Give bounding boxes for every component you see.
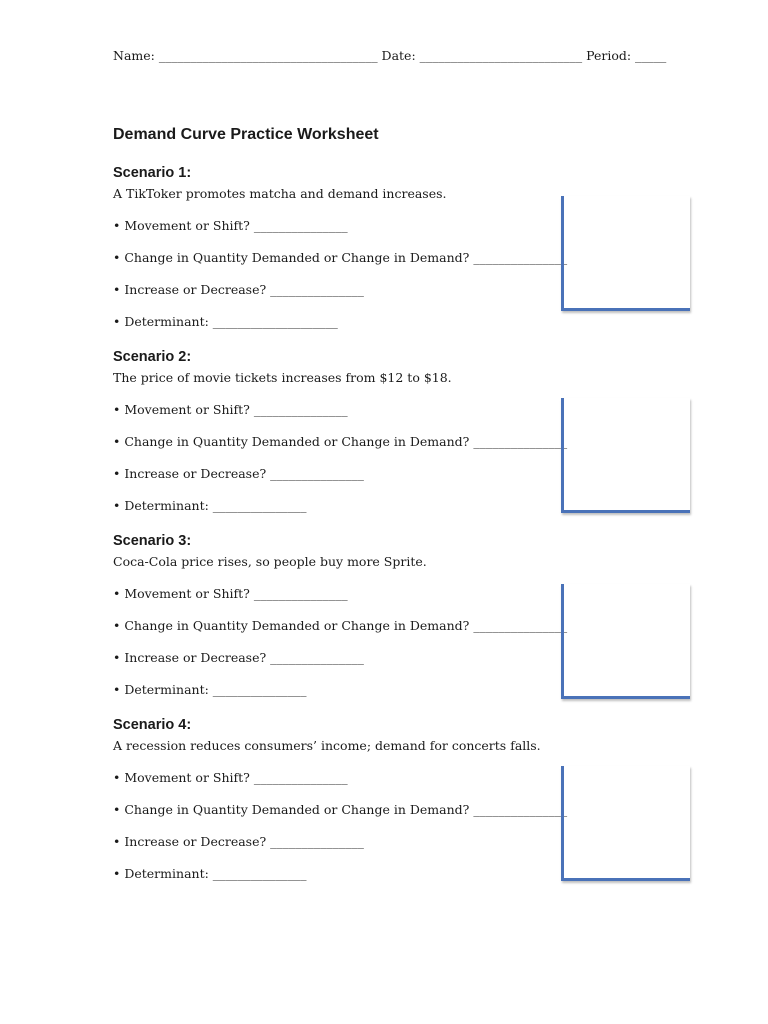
scenario-title: Scenario 1: bbox=[113, 165, 192, 181]
scenario-description: A recession reduces consumers’ income; demand for concerts falls. bbox=[113, 738, 541, 753]
question-movement-or-shift: • Movement or Shift? _______________ bbox=[113, 402, 348, 417]
blank-graph-axes bbox=[561, 196, 690, 311]
question-increase-or-decrease: • Increase or Decrease? _______________ bbox=[113, 466, 364, 481]
question-quantity-or-demand: • Change in Quantity Demanded or Change in Demand? _______________ bbox=[113, 434, 568, 449]
question-increase-or-decrease: • Increase or Decrease? _______________ bbox=[113, 650, 364, 665]
page-title: Demand Curve Practice Worksheet bbox=[113, 126, 379, 143]
scenario-title: Scenario 2: bbox=[113, 349, 192, 365]
question-determinant: • Determinant: _______________ bbox=[113, 866, 307, 881]
name-date-period-line: Name: ___________________________________ Date: __________________________ Period: _____ bbox=[113, 48, 667, 63]
blank-graph-axes bbox=[561, 584, 690, 699]
question-movement-or-shift: • Movement or Shift? _______________ bbox=[113, 586, 348, 601]
question-increase-or-decrease: • Increase or Decrease? _______________ bbox=[113, 282, 364, 297]
blank-graph-axes bbox=[561, 398, 690, 513]
question-movement-or-shift: • Movement or Shift? _______________ bbox=[113, 770, 348, 785]
scenario-description: A TikToker promotes matcha and demand increases. bbox=[113, 186, 447, 201]
question-quantity-or-demand: • Change in Quantity Demanded or Change in Demand? _______________ bbox=[113, 250, 568, 265]
scenario-4 bbox=[113, 714, 568, 884]
question-determinant: • Determinant: ____________________ bbox=[113, 314, 338, 329]
scenario-3 bbox=[113, 530, 568, 700]
question-quantity-or-demand: • Change in Quantity Demanded or Change in Demand? _______________ bbox=[113, 802, 568, 817]
question-determinant: • Determinant: _______________ bbox=[113, 498, 307, 513]
question-determinant: • Determinant: _______________ bbox=[113, 682, 307, 697]
scenario-description: The price of movie tickets increases from $12 to $18. bbox=[113, 370, 452, 385]
scenario-1 bbox=[113, 162, 568, 332]
question-movement-or-shift: • Movement or Shift? _______________ bbox=[113, 218, 348, 233]
scenario-title: Scenario 4: bbox=[113, 717, 192, 733]
question-increase-or-decrease: • Increase or Decrease? _______________ bbox=[113, 834, 364, 849]
question-quantity-or-demand: • Change in Quantity Demanded or Change in Demand? _______________ bbox=[113, 618, 568, 633]
scenario-description: Coca-Cola price rises, so people buy more Sprite. bbox=[113, 554, 427, 569]
scenario-2 bbox=[113, 346, 568, 516]
blank-graph-axes bbox=[561, 766, 690, 881]
scenario-title: Scenario 3: bbox=[113, 533, 192, 549]
